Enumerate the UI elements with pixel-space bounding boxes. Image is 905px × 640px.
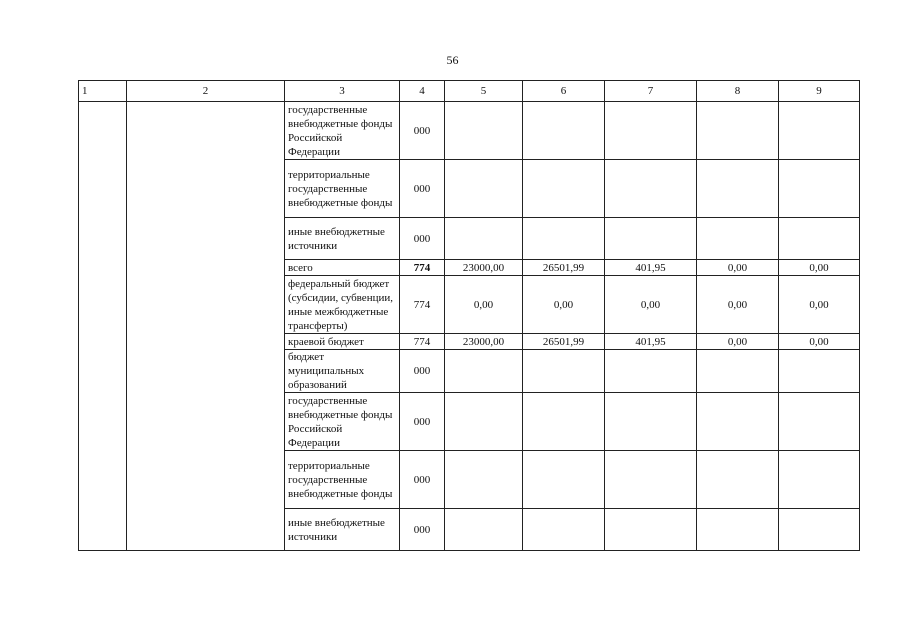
value-col-8 (697, 350, 779, 393)
column-2-cell (127, 102, 285, 551)
header-row (79, 81, 860, 102)
column-header-9: 9 (779, 81, 860, 102)
value-col-7: 0,00 (605, 276, 697, 334)
row-name: федеральный бюджет (субсидии, субвенции, иные межбюджетные трансферты) (285, 276, 400, 334)
value-col-7 (605, 509, 697, 551)
value-col-6 (523, 509, 605, 551)
value-col-5 (445, 160, 523, 218)
value-col-7 (605, 160, 697, 218)
value-col-7 (605, 393, 697, 451)
value-col-5: 23000,00 (445, 260, 523, 276)
value-col-8 (697, 218, 779, 260)
column-header-4: 4 (400, 81, 445, 102)
row-name: всего (285, 260, 400, 276)
value-col-5 (445, 451, 523, 509)
value-col-6 (523, 350, 605, 393)
column-header-6: 6 (523, 81, 605, 102)
value-col-9: 0,00 (779, 276, 860, 334)
value-col-9 (779, 350, 860, 393)
value-col-9: 0,00 (779, 334, 860, 350)
row-name: бюджет муниципальных образований (285, 350, 400, 393)
value-col-6: 26501,99 (523, 260, 605, 276)
value-col-6 (523, 102, 605, 160)
value-col-8 (697, 451, 779, 509)
value-col-9 (779, 218, 860, 260)
value-col-6: 26501,99 (523, 334, 605, 350)
row-code: 000 (400, 350, 445, 393)
row-code: 000 (400, 102, 445, 160)
row-code: 000 (400, 218, 445, 260)
value-col-8 (697, 102, 779, 160)
value-col-8: 0,00 (697, 334, 779, 350)
column-1-cell (79, 102, 127, 551)
value-col-6 (523, 393, 605, 451)
row-code: 000 (400, 509, 445, 551)
value-col-6 (523, 451, 605, 509)
value-col-9 (779, 451, 860, 509)
row-code: 000 (400, 160, 445, 218)
row-code: 774 (400, 260, 445, 276)
column-header-5: 5 (445, 81, 523, 102)
row-name: территориальные государственные внебюджетные фонды (285, 451, 400, 509)
column-header-1: 1 (79, 81, 127, 102)
value-col-5: 0,00 (445, 276, 523, 334)
value-col-7 (605, 451, 697, 509)
row-code: 000 (400, 393, 445, 451)
value-col-8 (697, 160, 779, 218)
row-name: государственные внебюджетные фонды Российской Федерации (285, 393, 400, 451)
row-code: 000 (400, 451, 445, 509)
value-col-8: 0,00 (697, 276, 779, 334)
row-name: государственные внебюджетные фонды Российской Федерации (285, 102, 400, 160)
column-header-2: 2 (127, 81, 285, 102)
column-header-7: 7 (605, 81, 697, 102)
row-name: краевой бюджет (285, 334, 400, 350)
value-col-9 (779, 102, 860, 160)
column-header-3: 3 (285, 81, 400, 102)
value-col-5 (445, 102, 523, 160)
value-col-6: 0,00 (523, 276, 605, 334)
value-col-8 (697, 393, 779, 451)
column-header-8: 8 (697, 81, 779, 102)
value-col-8 (697, 509, 779, 551)
row-name: иные внебюджетные источники (285, 509, 400, 551)
value-col-9 (779, 160, 860, 218)
value-col-5 (445, 393, 523, 451)
value-col-9: 0,00 (779, 260, 860, 276)
row-code: 774 (400, 334, 445, 350)
value-col-5 (445, 509, 523, 551)
table-header (79, 81, 860, 102)
value-col-9 (779, 509, 860, 551)
value-col-5 (445, 350, 523, 393)
value-col-7: 401,95 (605, 334, 697, 350)
value-col-7: 401,95 (605, 260, 697, 276)
value-col-6 (523, 160, 605, 218)
page-number: 56 (446, 53, 459, 67)
row-name: территориальные государственные внебюджетные фонды (285, 160, 400, 218)
value-col-8: 0,00 (697, 260, 779, 276)
row-name: иные внебюджетные источники (285, 218, 400, 260)
value-col-7 (605, 218, 697, 260)
budget-table (78, 80, 860, 551)
row-code: 774 (400, 276, 445, 334)
value-col-5 (445, 218, 523, 260)
value-col-9 (779, 393, 860, 451)
table-row (79, 102, 860, 160)
value-col-7 (605, 102, 697, 160)
value-col-6 (523, 218, 605, 260)
table-body (79, 102, 860, 551)
value-col-7 (605, 350, 697, 393)
value-col-5: 23000,00 (445, 334, 523, 350)
